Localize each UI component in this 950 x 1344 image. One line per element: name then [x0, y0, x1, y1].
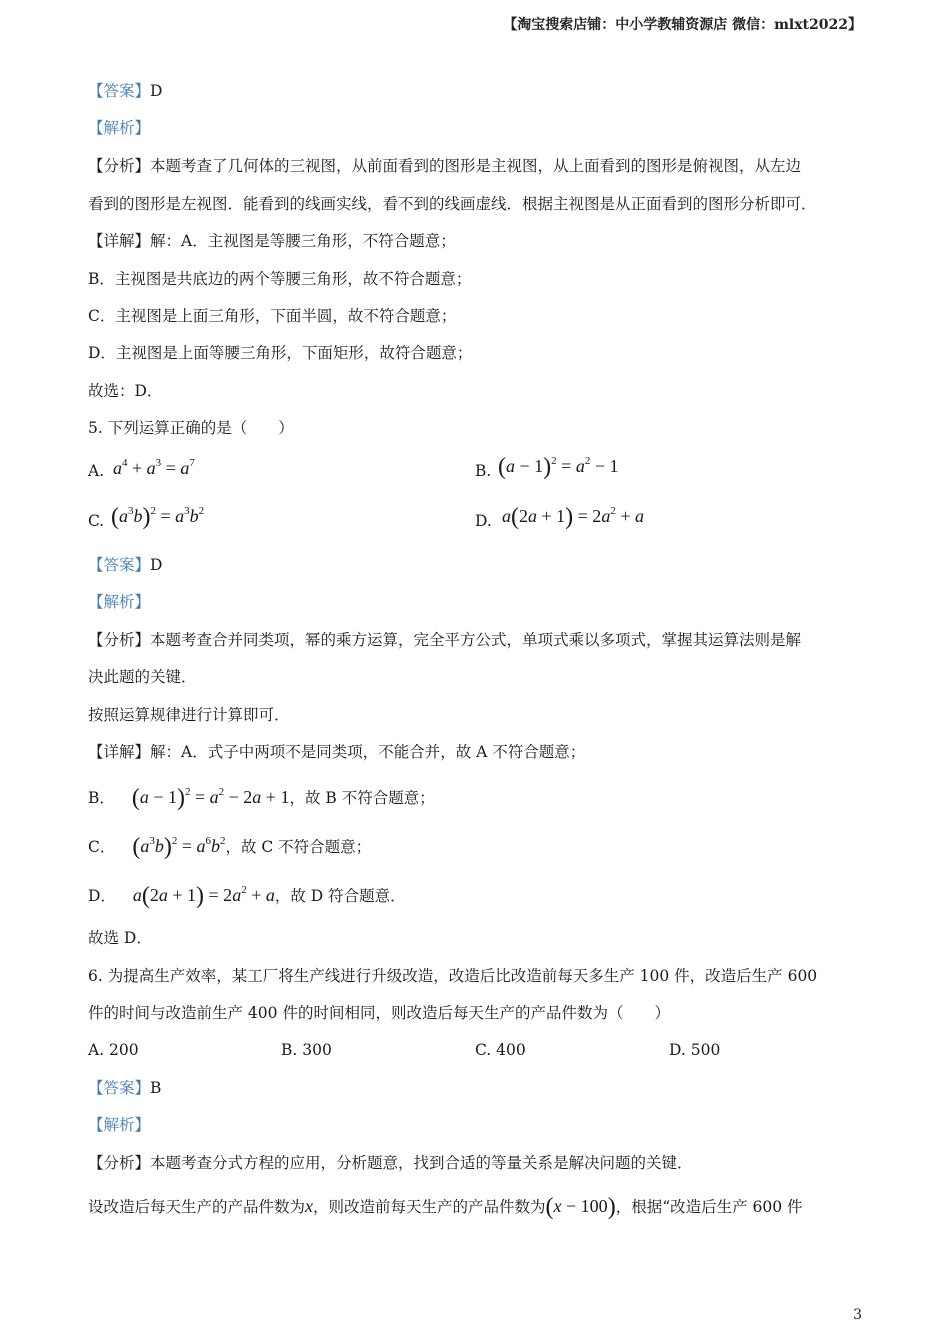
fenxi-text: 本题考查分式方程的应用，分析题意，找到合适的等量关系是解决问题的关键． — [150, 1154, 693, 1172]
q5-fenxi-1 — [88, 630, 801, 650]
q6-answer — [88, 1078, 161, 1098]
q4-analysis-tag: 【解析】 — [88, 119, 151, 137]
fenxi-tag: 【分析】 — [88, 1154, 151, 1172]
q5-fenxi-3: 按照运算规律进行计算即可． — [88, 706, 290, 724]
fenxi-text: 本题考查了几何体的三视图，从前面看到的图形是主视图，从上面看到的图形是俯视图，从左边 — [150, 157, 802, 175]
setup-formula: (x − 100) — [545, 1194, 616, 1220]
q6-option-b: B. 300 — [281, 1041, 332, 1059]
detail-b-formula: $(a - 1)^2 = a^2 - 2a + 1$ — [131, 785, 290, 811]
q4-detail-d: D．主视图是上面等腰三角形，下面矩形，故符合题意； — [88, 344, 473, 362]
detail-d-formula: $a(2a + 1) = 2a^2 + a$ — [132, 883, 275, 909]
detail-c-label: C． — [88, 838, 116, 856]
q4-detail-c: C．主视图是上面三角形，下面半圆，故不符合题意； — [88, 307, 457, 325]
q5-detail-b — [88, 785, 435, 811]
q6-option-a: A. 200 — [88, 1041, 139, 1059]
q6-fenxi — [88, 1153, 693, 1173]
fenxi-tag: 【分析】 — [88, 157, 151, 175]
q4-fenxi-1 — [88, 156, 801, 176]
q6-option-d: D. 500 — [669, 1041, 721, 1059]
answer-tag: 【答案】 — [88, 1079, 151, 1097]
q4-answer — [88, 81, 162, 101]
fenxi-tag: 【分析】 — [88, 631, 151, 649]
page-header: 【淘宝搜索店铺：中小学教辅资源店 微信：mlxt2022】 — [503, 17, 862, 33]
detail-tag: 【详解】 — [88, 232, 151, 250]
q6-setup — [88, 1194, 803, 1220]
detail-text: 解：A．式子中两项不是同类项，不能合并，故 A 不符合题意； — [150, 743, 586, 761]
q5-option-d-formula: $a(2a + 1) = 2a^2 + a$ — [502, 504, 644, 530]
q6-analysis-tag: 【解析】 — [88, 1116, 151, 1134]
q5-analysis-tag: 【解析】 — [88, 593, 151, 611]
fenxi-text: 本题考查合并同类项，幂的乘方运算，完全平方公式，单项式乘以多项式，掌握其运算法则是解 — [150, 631, 802, 649]
q5-option-c-formula: $(a^3b)^2 = a^3b^2$ — [111, 504, 205, 530]
q5-question: 5. 下列运算正确的是（ ） — [88, 419, 294, 437]
q5-option-b-formula: $(a - 1)^2 = a^2 - 1$ — [498, 454, 619, 480]
page-number: 3 — [853, 1307, 862, 1323]
detail-c-formula: $(a^3b)^2 = a^6b^2$ — [132, 834, 226, 860]
q5-detail-c — [88, 834, 372, 860]
detail-b-label: B． — [88, 789, 115, 807]
detail-tag: 【详解】 — [88, 743, 151, 761]
q5-fenxi-2: 决此题的关键． — [88, 668, 197, 686]
q4-conclusion: 故选：D． — [88, 382, 163, 400]
q5-option-b-label: B. — [475, 462, 492, 480]
q5-option-c-label: C. — [88, 512, 105, 530]
setup-text-1: 设改造后每天生产的产品件数为 — [88, 1198, 306, 1216]
q6-question-2: 件的时间与改造前生产 400 件的时间相同，则改造后每天生产的产品件数为（ ） — [88, 1004, 670, 1022]
q6-option-c: C. 400 — [475, 1041, 526, 1059]
q4-detail-a — [88, 231, 456, 251]
answer-tag: 【答案】 — [88, 82, 151, 100]
q5-detail-d — [88, 883, 406, 909]
q4-detail-b: B．主视图是共底边的两个等腰三角形，故不符合题意； — [88, 270, 472, 288]
setup-variable: x — [305, 1196, 314, 1216]
q5-conclusion: 故选 D． — [88, 929, 152, 947]
q5-option-a-label: A. — [88, 462, 105, 480]
setup-text-3: ，根据“改造后生产 600 件 — [615, 1198, 803, 1216]
setup-text-2: ，则改造前每天生产的产品件数为 — [313, 1198, 546, 1216]
q5-answer — [88, 555, 162, 575]
q5-detail-a — [88, 742, 585, 762]
answer-value: D — [150, 556, 163, 574]
q5-option-a-formula: $a^4 + a^3 = a^7$ — [113, 457, 195, 478]
detail-d-label: D． — [88, 887, 116, 905]
detail-text: 解：A．主视图是等腰三角形，不符合题意； — [150, 232, 456, 250]
answer-value: D — [150, 82, 163, 100]
answer-tag: 【答案】 — [88, 556, 151, 574]
q5-option-d-label: D. — [475, 512, 492, 530]
q6-question-1: 6. 为提高生产效率，某工厂将生产线进行升级改造，改造后比改造前每天多生产 100 件，改造后生产 600 — [88, 967, 818, 985]
q4-fenxi-2: 看到的图形是左视图．能看到的线画实线，看不到的线画虚线．根据主视图是从正面看到的图形分析即可． — [88, 195, 817, 213]
answer-value: B — [150, 1079, 162, 1097]
detail-d-tail: ，故 D 符合题意． — [274, 887, 406, 905]
detail-c-tail: ，故 C 不符合题意； — [225, 838, 372, 856]
detail-b-tail: ，故 B 不符合题意； — [289, 789, 435, 807]
